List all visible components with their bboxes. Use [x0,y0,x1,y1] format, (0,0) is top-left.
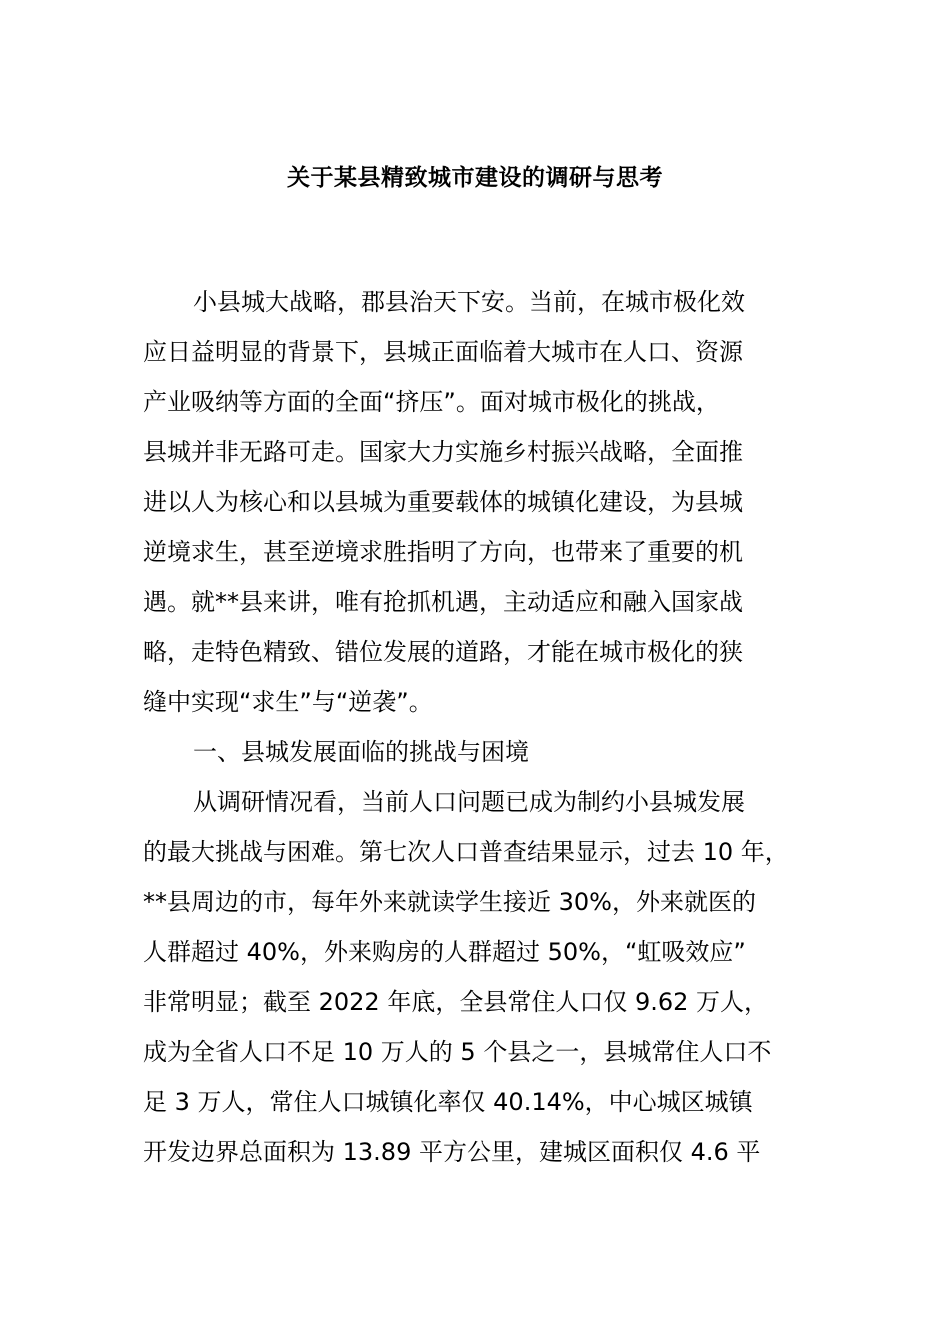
paragraph-line: 人群超过 40%，外来购房的人群超过 50%，“虹吸效应” [143,938,746,966]
paragraph-line: 进以人为核心和以县城为重要载体的城镇化建设，为县城 [143,488,743,516]
paragraph-line: 足 3 万人，常住人口城镇化率仅 40.14%，中心城区城镇 [143,1088,753,1116]
paragraph-line: 从调研情况看，当前人口问题已成为制约小县城发展 [193,788,745,816]
paragraph-line: **县周边的市，每年外来就读学生接近 30%，外来就医的 [143,888,756,916]
paragraph-line: 缝中实现“求生”与“逆袭”。 [143,688,433,716]
paragraph-line: 非常明显；截至 2022 年底，全县常住人口仅 9.62 万人， [143,988,769,1016]
paragraph-line: 开发边界总面积为 13.89 平方公里，建城区面积仅 4.6 平 [143,1138,761,1166]
document-title: 关于某县精致城市建设的调研与思考 [287,165,663,191]
paragraph-line: 的最大挑战与困难。第七次人口普查结果显示，过去 10 年， [143,838,789,866]
paragraph-line: 小县城大战略，郡县治天下安。当前，在城市极化效 [193,288,745,316]
paragraph-line: 产业吸纳等方面的全面“挤压”。面对城市极化的挑战， [143,388,720,416]
section-heading: 一、县城发展面临的挑战与困境 [193,738,529,766]
paragraph-line: 成为全省人口不足 10 万人的 5 个县之一，县城常住人口不 [143,1038,772,1066]
paragraph-line: 逆境求生，甚至逆境求胜指明了方向，也带来了重要的机 [143,538,743,566]
body-text [143,277,823,1177]
paragraph-line: 应日益明显的背景下，县城正面临着大城市在人口、资源 [143,338,743,366]
paragraph-line: 遇。就**县来讲，唯有抢抓机遇，主动适应和融入国家战 [143,588,743,616]
paragraph-line: 略，走特色精致、错位发展的道路，才能在城市极化的狭 [143,638,743,666]
paragraph-line: 县城并非无路可走。国家大力实施乡村振兴战略，全面推 [143,438,743,466]
